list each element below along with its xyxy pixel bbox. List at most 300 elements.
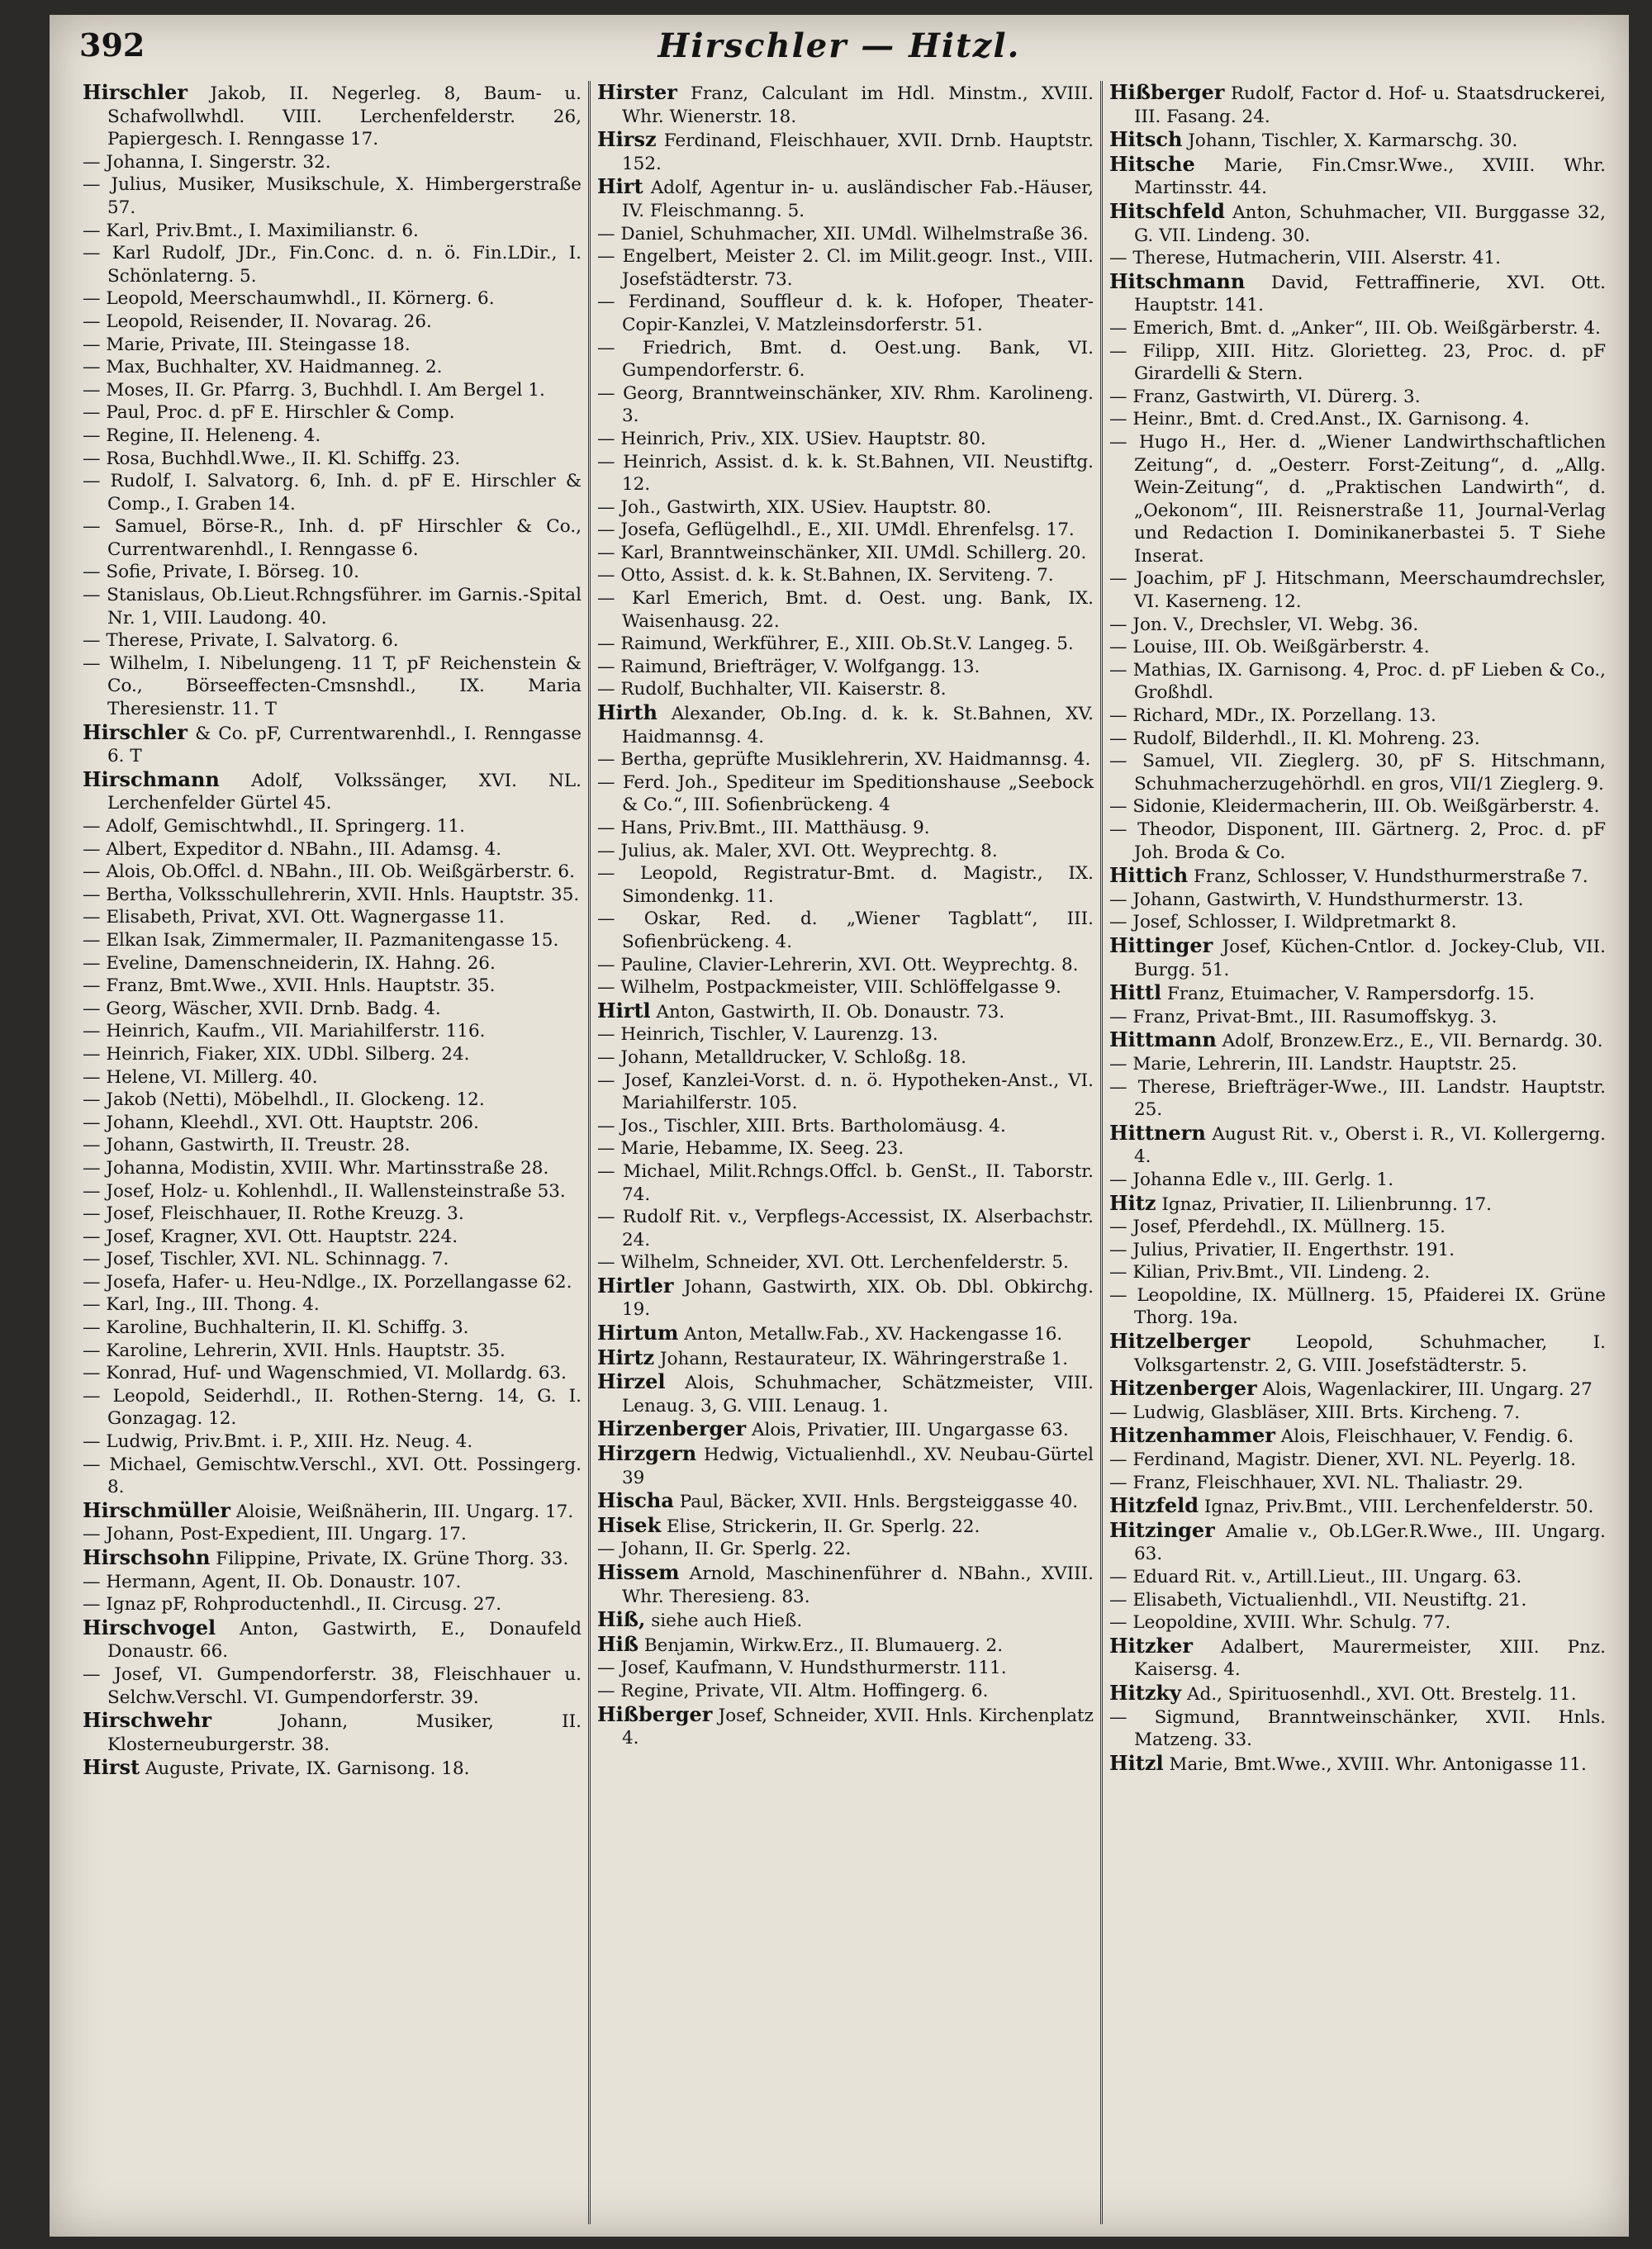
entry-surname: Hittl [1109, 980, 1162, 1005]
entry-text: — Regine, II. Heleneng. 4. [83, 425, 321, 446]
entry-surname: Hitzky [1109, 1680, 1182, 1705]
directory-entry [597, 1489, 1094, 1514]
entry-text: — Rosa, Buchhdl.Wwe., II. Kl. Schiffg. 23. [83, 448, 461, 469]
directory-entry [597, 519, 1094, 542]
entry-text: — Sigmund, Branntweinschänker, XVII. Hnls. Matzeng. 33. [1109, 1706, 1606, 1751]
directory-entry [83, 1089, 582, 1112]
entry-text: — Josef, Pferdehdl., IX. Müllnerg. 15. [1109, 1217, 1446, 1238]
entry-text: Auguste, Private, IX. Garnisong. 18. [145, 1758, 470, 1780]
directory-entry [1109, 408, 1606, 431]
entry-surname: Hirtum [597, 1321, 679, 1345]
entry-text: — Ignaz pF, Rohproductenhdl., II. Circusg. 27. [83, 1594, 502, 1616]
directory-entry [83, 1157, 582, 1180]
directory-entry [597, 1538, 1094, 1561]
directory-entry [83, 1756, 582, 1781]
entry-text: — Josef, VI. Gumpendorferstr. 38, Fleischhauer u. Selchw.Verschl. VI. Gumpendorferstr. 39. [83, 1663, 582, 1708]
directory-entry [1109, 1284, 1606, 1330]
directory-entry [83, 975, 582, 998]
entry-text: — Josef, Kragner, XVI. Ott. Hauptstr. 224. [83, 1226, 458, 1247]
directory-entry [1109, 1076, 1606, 1122]
directory-entry [83, 311, 582, 334]
entry-surname: Hirsz [597, 127, 657, 152]
entry-text: — Paul, Proc. d. pF E. Hirschler & Comp. [83, 402, 455, 424]
directory-entry [1109, 1472, 1606, 1495]
entry-surname: Hitschmann [1109, 268, 1246, 293]
directory-entry [1109, 1682, 1606, 1706]
entry-text: — Joh., Gastwirth, XIX. USiev. Hauptstr. 80. [597, 496, 992, 518]
directory-entry [597, 1251, 1094, 1274]
entry-text: Amalie v., Ob.LGer.R.Wwe., III. Ungarg. 63. [1134, 1521, 1606, 1565]
directory-entry [597, 817, 1094, 840]
entry-surname: Hitzker [1109, 1633, 1194, 1658]
directory-entry [83, 448, 582, 471]
directory-entry [1109, 659, 1606, 705]
entry-text: David, Fettraffinerie, XVI. Ott. Hauptstr. 141. [1134, 272, 1606, 316]
directory-entry [1109, 1635, 1606, 1682]
entry-surname: Hirzenberger [597, 1416, 747, 1441]
entry-text: — Engelbert, Meister 2. Cl. im Milit.geogr. Inst., VIII. Josefstädterstr. 73. [597, 246, 1094, 290]
directory-entry [83, 220, 582, 243]
directory-entry [83, 815, 582, 838]
entry-text: — Franz, Bmt.Wwe., XVII. Hnls. Hauptstr. 35. [83, 975, 496, 997]
directory-entry [83, 721, 582, 768]
entry-surname: Hissem [597, 1560, 680, 1584]
entry-text: — Heinr., Bmt. d. Cred.Anst., IX. Garnisong. 4. [1109, 409, 1530, 430]
directory-entry [597, 542, 1094, 565]
directory-entry [83, 1593, 582, 1616]
entry-text: — Rudolf, Bilderhdl., II. Kl. Mohreng. 23. [1109, 728, 1480, 749]
entry-text: — Hugo H., Her. d. „Wiener Landwirthschaftlichen Zeitung“, d. „Oesterr. Forst-Zeitung“, d. „Allg. Wein-Zeitung“, d. „Praktischen Landwirth“, d. „Oekonom“, III. Reisnerstraße 11, Journal-Verlag und Redaction I. Dominikanerbastei 5. T Siehe Inserat. [1109, 431, 1606, 567]
directory-entry [1109, 636, 1606, 659]
entry-text: — Johanna, I. Singerstr. 32. [83, 151, 331, 173]
directory-entry [597, 1346, 1094, 1371]
entry-text: — Filipp, XIII. Hitz. Glorietteg. 23, Proc. d. pF Girardelli & Stern. [1109, 340, 1606, 385]
entry-text: — Heinrich, Tischler, V. Laurenzg. 13. [597, 1024, 938, 1046]
entry-text: Ad., Spirituosenhdl., XVI. Ott. Brestelg. 11. [1186, 1683, 1577, 1705]
directory-entry [1109, 1402, 1606, 1425]
entry-text: Alois, Wagenlackirer, III. Ungarg. 27 [1262, 1379, 1593, 1401]
page-number: 392 [79, 26, 145, 64]
entry-text: — Rudolf Rit. v., Verpflegs-Accessist, IX. Alserbachstr. 24. [597, 1207, 1094, 1250]
entry-text: — Rudolf, Buchhalter, VII. Kaiserstr. 8. [597, 679, 947, 700]
directory-entry [1109, 1053, 1606, 1076]
entry-surname: Hitzenhammer [1109, 1423, 1275, 1448]
directory-page [50, 15, 1629, 2237]
entry-surname: Hirzel [597, 1369, 666, 1394]
column-1 [76, 81, 588, 2224]
directory-entry [597, 337, 1094, 382]
entry-text: Paul, Bäcker, XVII. Hnls. Bergsteiggasse 40. [679, 1492, 1079, 1513]
directory-entry [597, 223, 1094, 246]
entry-text: — Pauline, Clavier-Lehrerin, XVI. Ott. Weyprechtg. 8. [597, 954, 1079, 975]
entry-text: Rudolf, Factor d. Hof- u. Staatsdruckerei, III. Fasang. 24. [1134, 83, 1606, 127]
entry-text: — Theodor, Disponent, III. Gärtnerg. 2, Proc. d. pF Joh. Broda & Co. [1109, 819, 1606, 863]
entry-surname: Hirschler [83, 81, 188, 104]
entry-text: — Joachim, pF J. Hitschmann, Meerschaumdrechsler, VI. Kaserneng. 12. [1109, 568, 1606, 613]
directory-entry [1109, 1752, 1606, 1777]
entry-surname: Hirtler [597, 1273, 674, 1298]
entry-text: Josef, Schneider, XVII. Hnls. Kirchenplatz 4. [622, 1705, 1094, 1749]
directory-entry [1109, 1216, 1606, 1239]
directory-entry [83, 1571, 582, 1594]
entry-surname: Hißberger [1109, 81, 1225, 104]
directory-entry [597, 382, 1094, 428]
directory-entry [1109, 818, 1606, 864]
entry-text: — Josef, Schlosser, I. Wildpretmarkt 8. [1109, 912, 1457, 933]
directory-entry [1109, 200, 1606, 247]
entry-text: — Karoline, Lehrerin, XVII. Hnls. Hauptstr. 35. [83, 1340, 506, 1361]
entry-text: Filippine, Private, IX. Grüne Thorg. 33. [216, 1549, 569, 1569]
entry-text: — Marie, Hebamme, IX. Seeg. 23. [597, 1138, 904, 1160]
entry-surname: Hitzl [1109, 1750, 1164, 1775]
entry-surname: Hirtz [597, 1345, 655, 1369]
directory-entry [1109, 1006, 1606, 1029]
directory-entry [1109, 247, 1606, 270]
entry-text: Leopold, Schuhmacher, I. Volksgartenstr. 2, G. VIII. Josefstädterstr. 5. [1134, 1332, 1607, 1376]
directory-entry [597, 1442, 1094, 1489]
entry-text: — Karoline, Buchhalterin, II. Kl. Schiffg. 3. [83, 1317, 469, 1339]
entry-surname: Hitzfeld [1109, 1493, 1199, 1518]
entry-text: Anton, Schuhmacher, VII. Burggasse 32, G. VII. Lindeng. 30. [1134, 202, 1606, 246]
directory-entry [597, 496, 1094, 520]
entry-surname: Hitz [1109, 1190, 1156, 1215]
entry-text: Johann, Musiker, II. Klosterneuburgerstr. 38. [107, 1711, 582, 1755]
directory-entry [83, 1499, 582, 1524]
directory-entry [1109, 567, 1606, 613]
entry-text: — Marie, Lehrerin, III. Landstr. Hauptstr. 25. [1109, 1053, 1517, 1075]
entry-text: — Marie, Private, III. Steingasse 18. [83, 334, 411, 355]
entry-text: — Bertha, Volksschullehrerin, XVII. Hnls. Hauptstr. 35. [83, 884, 580, 905]
entry-text: Alois, Schuhmacher, Schätzmeister, VIII. Lenaug. 3, G. VIII. Lenaug. 1. [622, 1373, 1094, 1416]
directory-entry [1109, 1566, 1606, 1589]
entry-text: — Josef, Holz- u. Kohlenhdl., II. Wallensteinstraße 53. [83, 1180, 566, 1202]
entry-surname: Hittich [1109, 863, 1189, 888]
entry-text: — Ludwig, Glasbläser, XIII. Brts. Kircheng. 7. [1109, 1402, 1521, 1423]
directory-entry [597, 587, 1094, 633]
entry-text: — Wilhelm, I. Nibelungeng. 11 T, pF Reichenstein & Co., Börseeffecten-Cmsnshdl., IX. Maria Theresienstr. 11. T [83, 652, 582, 720]
directory-entry [83, 1340, 582, 1363]
directory-entry [1109, 270, 1606, 317]
directory-entry [83, 1043, 582, 1066]
entry-text: — Sofie, Private, I. Börseg. 10. [83, 562, 359, 583]
entry-text: — Michael, Milit.Rchngs.Offcl. b. GenSt., II. Taborstr. 74. [597, 1160, 1094, 1205]
entry-text: Jakob, II. Negerleg. 8, Baum- u. Schafwollwhdl. VIII. Lerchenfelderstr. 26, Papiergesch. I. Renngasse 17. [107, 83, 582, 150]
entry-text: — Wilhelm, Schneider, XVI. Ott. Lerchenfelderstr. 5. [597, 1252, 1069, 1274]
entry-text: — Max, Buchhalter, XV. Haidmanneg. 2. [83, 357, 443, 378]
directory-entry [83, 173, 582, 219]
entry-text: — Hans, Priv.Bmt., III. Matthäusg. 9. [597, 818, 930, 838]
entry-surname: Hischa [597, 1488, 674, 1513]
entry-text: — Heinrich, Assist. d. k. k. St.Bahnen, VII. Neustiftg. 12. [597, 451, 1094, 496]
entry-text: — Raimund, Briefträger, V. Wolfgangg. 13. [597, 656, 980, 677]
directory-entry [1109, 1169, 1606, 1192]
directory-entry [1109, 705, 1606, 728]
entry-surname: Hirtl [597, 998, 651, 1022]
directory-entry [597, 1370, 1094, 1417]
entry-text: — Josefa, Geflügelhdl., E., XII. UMdl. Ehrenfelsg. 17. [597, 520, 1075, 541]
entry-text: Josef, Küchen-Cntlor. d. Jockey-Club, VII. Burgg. 51. [1134, 936, 1606, 980]
entry-text: — Albert, Expeditor d. NBahn., III. Adamsg. 4. [83, 838, 502, 860]
directory-entry [597, 976, 1094, 999]
entry-surname: Hißberger [597, 1701, 713, 1726]
entry-surname: Hittinger [1109, 932, 1213, 957]
entry-text: — Georg, Wäscher, XVII. Drnb. Badg. 4. [83, 998, 441, 1019]
entry-text: — Jos., Tischler, XIII. Brts. Bartholomäusg. 4. [597, 1115, 1006, 1136]
entry-text: — Julius, Privatier, II. Engerthstr. 191. [1109, 1239, 1455, 1260]
entry-text: — Helene, VI. Millerg. 40. [83, 1066, 318, 1088]
entry-text: — Emerich, Bmt. d. „Anker“, III. Ob. Weißgärberstr. 4. [1109, 317, 1601, 339]
entry-text: — Samuel, Börse-R., Inh. d. pF Hirschler & Co., Currentwarenhdl., I. Renngasse 6. [83, 516, 582, 560]
directory-entry [597, 908, 1094, 953]
entry-text: — Wilhelm, Postpackmeister, VIII. Schlöffelgasse 9. [597, 977, 1061, 999]
directory-entry [83, 861, 582, 884]
directory-entry [597, 1070, 1094, 1115]
entry-text: — Daniel, Schuhmacher, XII. UMdl. Wilhelmstraße 36. [597, 223, 1089, 244]
directory-entry [597, 1680, 1094, 1703]
directory-entry [83, 1362, 582, 1385]
entry-text: — Ferdinand, Magistr. Diener, XVI. NL. Peyerlg. 18. [1109, 1450, 1577, 1471]
entry-text: — Karl, Branntweinschänker, XII. UMdl. Schillerg. 20. [597, 542, 1087, 563]
directory-entry [83, 151, 582, 174]
entry-text: — Josef, Fleischhauer, II. Rothe Kreuzg. 3. [83, 1203, 464, 1225]
entry-text: — Karl Emerich, Bmt. d. Oest. ung. Bank, IX. Waisenhausg. 22. [597, 588, 1094, 632]
entry-text: — Georg, Branntweinschänker, XIV. Rhm. Karolineng. 3. [597, 382, 1094, 427]
entry-text: — Michael, Gemischtw.Verschl., XVI. Ott. Possingerg. 8. [83, 1454, 582, 1498]
directory-entry [597, 1206, 1094, 1251]
directory-entry [83, 470, 582, 515]
entry-text: — Johanna Edle v., III. Gerlg. 1. [1109, 1169, 1394, 1190]
entry-text: — Hermann, Agent, II. Ob. Donaustr. 107. [83, 1571, 462, 1592]
entry-text: Franz, Calculant im Hdl. Minstm., XVIII. Whr. Wienerstr. 18. [622, 83, 1094, 127]
directory-entry [83, 401, 582, 425]
entry-text: — Ferdinand, Souffleur d. k. k. Hofoper, Theater-Copir-Kanzlei, V. Matzleinsdorferstr. 51. [597, 292, 1094, 335]
directory-entry [83, 379, 582, 402]
entry-text: — Johann, II. Gr. Sperlg. 22. [597, 1539, 852, 1560]
entry-text: — Leopoldine, XVIII. Whr. Schulg. 77. [1109, 1612, 1451, 1634]
directory-entry [83, 1523, 582, 1546]
entry-text: — Elisabeth, Victualienhdl., VII. Neustiftg. 21. [1109, 1589, 1527, 1611]
directory-entry [597, 245, 1094, 291]
entry-text: — Konrad, Huf- und Wagenschmied, VI. Mollardg. 63. [83, 1363, 567, 1384]
entry-text: — Regine, Private, VII. Altm. Hoffingerg. 6. [597, 1680, 989, 1701]
entry-surname: Hisek [597, 1512, 662, 1537]
directory-entry [1109, 1519, 1606, 1566]
directory-entry [1109, 981, 1606, 1006]
directory-entry [597, 954, 1094, 977]
directory-entry [83, 768, 582, 815]
entry-text: — Leopoldine, IX. Müllnerg. 15, Pfaiderei IX. Grüne Thorg. 19a. [1109, 1284, 1606, 1329]
entry-text: — Louise, III. Ob. Weißgärberstr. 4. [1109, 637, 1430, 658]
directory-entry [1109, 1589, 1606, 1612]
entry-text: — Eveline, Damenschneiderin, IX. Hahng. 26. [83, 952, 496, 974]
entry-text: — Josef, Kaufmann, V. Hundsthurmerstr. 111. [597, 1658, 1007, 1679]
directory-entry [1109, 1261, 1606, 1284]
directory-entry [83, 1709, 582, 1756]
directory-entry [1109, 750, 1606, 795]
entry-surname: Hitzelberger [1109, 1329, 1251, 1354]
entry-surname: Hitsche [1109, 151, 1195, 176]
entry-surname: Hittnern [1109, 1120, 1206, 1145]
entry-text: — Heinrich, Kaufm., VII. Mariahilferstr. 116. [83, 1021, 486, 1042]
entry-text: — Samuel, VII. Zieglerg. 30, pF S. Hitschmann, Schuhmacherzugehörhdl. en gros, VII/1 Zieglerg. 9. [1109, 751, 1606, 795]
directory-entry [1109, 1494, 1606, 1519]
directory-entry [1109, 1611, 1606, 1635]
entry-text: — Leopold, Meerschaumwhdl., II. Körnerg. 6. [83, 288, 495, 310]
directory-entry [1109, 1377, 1606, 1402]
entry-text: Anton, Gastwirth, E., Donaufeld Donaustr. 66. [107, 1618, 582, 1663]
entry-text: — Josefa, Hafer- u. Heu-Ndlge., IX. Porzellangasse 62. [83, 1271, 572, 1293]
directory-entry [597, 428, 1094, 451]
entry-text: Aloisie, Weißnäherin, III. Ungarg. 17. [235, 1501, 574, 1522]
directory-entry [83, 629, 582, 652]
entry-text: Anton, Gastwirth, II. Ob. Donaustr. 73. [656, 1001, 1005, 1022]
directory-entry [1109, 317, 1606, 340]
entry-text: — Kilian, Priv.Bmt., VII. Lindeng. 2. [1109, 1262, 1431, 1283]
entry-text: — Alois, Ob.Offcl. d. NBahn., III. Ob. Weißgärberstr. 6. [83, 861, 575, 883]
entry-text: Elise, Strickerin, II. Gr. Sperlg. 22. [667, 1516, 980, 1537]
entry-text: Franz, Schlosser, V. Hundsthurmerstraße 7. [1194, 866, 1588, 888]
entry-surname: Hiß [597, 1631, 639, 1656]
directory-entry [597, 1514, 1094, 1539]
directory-entry [597, 701, 1094, 748]
entry-text: — Richard, MDr., IX. Porzellang. 13. [1109, 705, 1436, 727]
directory-entry [597, 678, 1094, 701]
entry-text: Alois, Privatier, III. Ungargasse 63. [752, 1420, 1069, 1441]
directory-entry [83, 1134, 582, 1157]
directory-entry [597, 771, 1094, 817]
entry-surname: Hirschwehr [83, 1708, 212, 1733]
entry-text: — Johann, Post-Expedient, III. Ungarg. 17. [83, 1524, 467, 1545]
entry-text: Franz, Etuimacher, V. Rampersdorfg. 15. [1166, 984, 1535, 1005]
directory-entry [1109, 1330, 1606, 1377]
entry-text: Arnold, Maschinenführer d. NBahn., XVIII. Whr. Theresieng. 83. [622, 1563, 1094, 1607]
entry-text: — Julius, ak. Maler, XVI. Ott. Weyprechtg. 8. [597, 840, 998, 861]
entry-surname: Hirschler [83, 719, 188, 744]
directory-entry [83, 1663, 582, 1709]
entry-text: — Therese, Briefträger-Wwe., III. Landstr. Hauptstr. 25. [1109, 1076, 1606, 1121]
directory-entry [597, 564, 1094, 587]
directory-entry [597, 862, 1094, 908]
directory-entry [597, 633, 1094, 656]
entry-text: — Elisabeth, Privat, XVI. Ott. Wagnergasse 11. [83, 907, 505, 928]
directory-entry [83, 1203, 582, 1226]
directory-entry [1109, 889, 1606, 912]
directory-entry [597, 1633, 1094, 1658]
entry-text: — Franz, Privat-Bmt., III. Rasumoffskyg. 3. [1109, 1006, 1498, 1027]
entry-text: — Karl, Ing., III. Thong. 4. [83, 1294, 320, 1316]
directory-entry [83, 561, 582, 584]
directory-entry [83, 1248, 582, 1271]
entry-text: — Raimund, Werkführer, E., XIII. Ob.St.V. Langeg. 5. [597, 633, 1074, 655]
directory-entry [597, 1608, 1094, 1633]
entry-text: — Karl Rudolf, JDr., Fin.Conc. d. n. ö. Fin.LDir., I. Schönlaterng. 5. [83, 243, 582, 287]
entry-text: — Heinrich, Priv., XIX. USiev. Hauptstr. 80. [597, 428, 986, 449]
directory-entry [83, 929, 582, 952]
directory-entry [83, 838, 582, 861]
directory-entry [1109, 934, 1606, 981]
directory-entry [1109, 128, 1606, 153]
directory-entry [1109, 614, 1606, 637]
entry-surname: Hirschmüller [83, 1497, 231, 1522]
entry-text: — Leopold, Reisender, II. Novarag. 26. [83, 311, 432, 332]
entry-text: — Oskar, Red. d. „Wiener Tagblatt“, III. Sofienbrückeng. 4. [597, 909, 1094, 952]
entry-text: Alexander, Ob.Ing. d. k. k. St.Bahnen, XV. Haidmannsg. 4. [622, 704, 1094, 747]
directory-entry [1109, 81, 1606, 128]
directory-entry [1109, 795, 1606, 818]
directory-entry [83, 515, 582, 561]
directory-entry [83, 334, 582, 357]
directory-entry [597, 1137, 1094, 1160]
directory-entry [597, 748, 1094, 771]
directory-entry [597, 1703, 1094, 1750]
directory-entry [83, 1180, 582, 1203]
directory-entry [1109, 1706, 1606, 1752]
page-title: Hirschler — Hitzl. [657, 26, 1021, 65]
entry-text: — Karl, Priv.Bmt., I. Maximilianstr. 6. [83, 220, 419, 241]
directory-entry [597, 1274, 1094, 1321]
entry-text: — Johann, Gastwirth, V. Hundsthurmerstr. 13. [1109, 889, 1524, 910]
directory-entry [1109, 386, 1606, 409]
directory-entry [83, 1066, 582, 1089]
entry-text: — Ferd. Joh., Spediteur im Speditionshause „Seebock & Co.“, III. Sofienbrückeng. 4 [597, 771, 1094, 816]
entry-surname: Hitsch [1109, 127, 1183, 152]
entry-surname: Hirt [597, 174, 643, 199]
directory-entry [1109, 1192, 1606, 1217]
directory-entry [83, 242, 582, 287]
entry-text: Adolf, Bronzew.Erz., E., VII. Bernardg. 30. [1222, 1031, 1603, 1052]
directory-entry [597, 451, 1094, 496]
directory-entry [597, 1023, 1094, 1046]
entry-surname: Hitzinger [1109, 1517, 1215, 1542]
entry-text: Benjamin, Wirkw.Erz., II. Blumauerg. 2. [643, 1635, 1004, 1656]
directory-entry [1109, 1239, 1606, 1262]
entry-text: Johann, Restaurateur, IX. Währingerstraße 1. [660, 1348, 1069, 1369]
directory-entry [83, 952, 582, 975]
directory-entry [83, 1546, 582, 1571]
entry-text: Ignaz, Privatier, II. Lilienbrunng. 17. [1161, 1193, 1493, 1215]
directory-entry [83, 287, 582, 311]
directory-entry [83, 884, 582, 907]
directory-entry [83, 998, 582, 1021]
entry-text: — Johann, Gastwirth, II. Treustr. 28. [83, 1135, 411, 1156]
entry-surname: Hirth [597, 700, 657, 725]
entry-surname: Hitschfeld [1109, 198, 1225, 223]
entry-text: Anton, Metallw.Fab., XV. Hackengasse 16. [684, 1324, 1063, 1345]
entry-surname: Hirst [83, 1755, 140, 1780]
entry-text: Marie, Fin.Cmsr.Wwe., XVIII. Whr. Martinsstr. 44. [1134, 154, 1606, 199]
entry-text: — Jakob (Netti), Möbelhdl., II. Glockeng. 12. [83, 1089, 485, 1111]
entry-text: & Co. pF, Currentwarenhdl., I. Renngasse 6. T [107, 723, 582, 767]
entry-text: Johann, Gastwirth, XIX. Ob. Dbl. Obkirchg. 19. [622, 1276, 1094, 1321]
entry-text: Adolf, Agentur in- u. ausländischer Fab.-Häuser, IV. Fleischmanng. 5. [622, 178, 1094, 221]
entry-text: — Sidonie, Kleidermacherin, III. Ob. Weißgärberstr. 4. [1109, 796, 1600, 818]
entry-text: — Rudolf, I. Salvatorg. 6, Inh. d. pF E. Hirschler & Comp., I. Graben 14. [83, 471, 582, 515]
directory-entry [1109, 1122, 1606, 1169]
entry-text: Ferdinand, Fleischhauer, XVII. Drnb. Hauptstr. 152. [622, 130, 1094, 174]
entry-text: — Johann, Metalldrucker, V. Schloßg. 18. [597, 1046, 966, 1068]
directory-entry [597, 128, 1094, 175]
entry-text: Adolf, Volkssänger, XVI. NL. Lerchenfelder Gürtel 45. [107, 770, 582, 814]
entry-text: — Franz, Gastwirth, VI. Dürerg. 3. [1109, 386, 1421, 407]
directory-entry [1109, 728, 1606, 751]
entry-text: — Otto, Assist. d. k. k. St.Bahnen, IX. Serviteng. 7. [597, 565, 1054, 586]
directory-entry [1109, 1028, 1606, 1053]
entry-text: Adalbert, Maurermeister, XIII. Pnz. Kaisersg. 4. [1134, 1636, 1606, 1681]
directory-entry [83, 1431, 582, 1454]
entry-text: Marie, Bmt.Wwe., XVIII. Whr. Antonigasse 11. [1169, 1753, 1587, 1775]
directory-entry [597, 1046, 1094, 1070]
entry-text: — Elkan Isak, Zimmermaler, II. Pazmanitengasse 15. [83, 929, 559, 951]
